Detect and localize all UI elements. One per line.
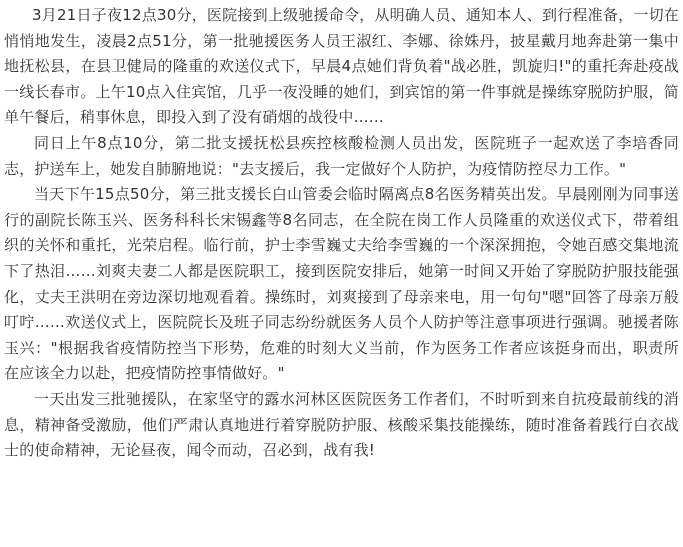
article-paragraph: 3月21日子夜12点30分，医院接到上级驰援命令，从明确人员、通知本人、到行程准备，一切在悄悄地发生，凌晨2点51分，第一批驰援医务人员王淑红、李娜、徐姝丹，披星戴月地奔赴第一集中地抚松县，在县卫健局的隆重的欢送仪式下，早晨4点她们背负着"战必胜，凯旋归!"的重托奔赴疫战一线长春市。上午10点入住宾馆，几乎一夜没睡的她们，到宾馆的第一件事就是操练穿脱防护服，简单午餐后，稍事休息，即投入到了没有硝烟的战役中…… [4,6,679,127]
article-paragraph: 一天出发三批驰援队，在家坚守的露水河林区医院医务工作者们，不时听到来自抗疫最前线的消息，精神备受激励，他们严肃认真地进行着穿脱防护服、核酸采集技能操练，随时准备着践行白衣战士的使命精神，无论昼夜，闻令而动，召必到，战有我! [4,389,679,460]
article-paragraph: 当天下午15点50分，第三批支援长白山管委会临时隔离点8名医务精英出发。早晨刚刚为同事送行的副院长陈玉兴、医务科科长宋锡鑫等8名同志，在全院在岗工作人员隆重的欢送仪式下，带着组织的关怀和重托，光荣启程。临行前，护士李雪巍丈夫给李雪巍的一个深深拥抱，令她百感交集地流下了热泪……刘爽夫妻二人都是医院职工，接到医院安排后，她第一时间又开始了穿脱防护服技能强化，丈夫王洪明在旁边深切地观看着。操练时，刘爽接到了母亲来电，用一句句"嗯"回答了母亲万般叮咛……欢送仪式上，医院院长及班子同志纷纷就医务人员个人防护等注意事项进行强调。驰援者陈玉兴："根据我省疫情防控当下形势，危难的时刻大义当前，作为医务工作者应该挺身而出，职责所在应该全力以赴，把疫情防控事情做好。" [4,185,679,383]
article-paragraph: 同日上午8点10分，第二批支援抚松县疾控核酸检测人员出发，医院班子一起欢送了李培香同志，护送车上，她发自肺腑地说："去支援后，我一定做好个人防护，为疫情防控尽力工作。" [4,133,679,178]
